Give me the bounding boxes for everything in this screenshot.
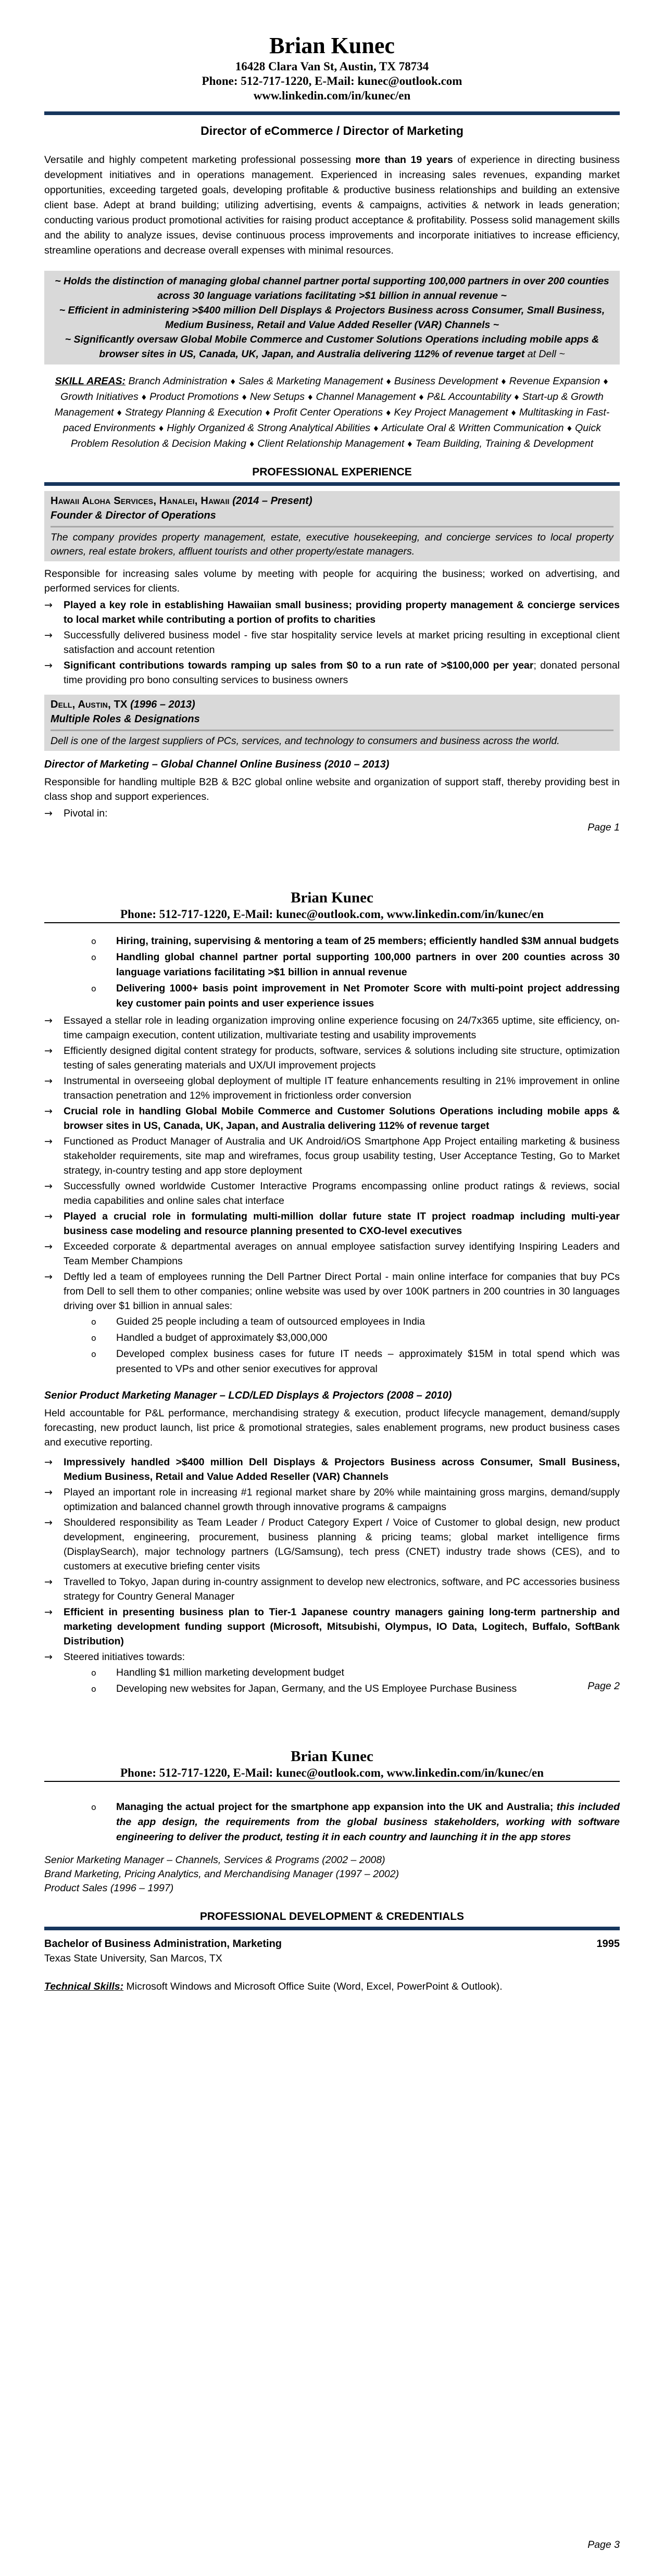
phone-email-line: Phone: 512-717-1220, E-Mail: kunec@outlook.com <box>202 74 462 87</box>
arrow-bullet-icon: → <box>44 1211 53 1222</box>
text-segment: Handled a budget of approximately $3,000,000 <box>116 1332 328 1343</box>
highlight-line <box>49 303 615 332</box>
company-name: Dell, Austin, TX <box>51 699 128 710</box>
bullet-text <box>116 1800 620 1845</box>
arrow-bullet-icon: → <box>44 1045 53 1057</box>
resume-page-2 <box>0 859 664 1717</box>
bullet-text <box>64 1104 620 1133</box>
text-segment: Crucial role in handling Global Mobile Commerce and Customer Solutions Operations including mobile apps & browser sites in US, Canada, UK, Japan, and Australia delivering 112% of revenue target <box>64 1105 620 1132</box>
text-segment: Essayed a stellar role in leading organization improving online experience focusing on 24/7x365 uptime, site efficiency, on-time campaign execution, content utilization, multivariate testing and usability improvements <box>64 1015 620 1041</box>
bullet-item <box>44 598 620 627</box>
degree-row <box>44 1937 620 1951</box>
bullet-item <box>44 1179 620 1208</box>
bullet-item <box>44 1013 620 1042</box>
diamond-separator-icon: ♦ <box>138 394 150 402</box>
page-number: Page 2 <box>587 1680 620 1692</box>
text-segment: Efficient in presenting business plan to Tier-1 Japanese country managers gaining long-term partnership and marketing development funding support (Microsoft, Mitsubishi, Olympus, IO Data, Logitech, Buffalo, SoftBank Distribution) <box>64 1606 620 1647</box>
diamond-separator-icon: ♦ <box>498 378 509 386</box>
arrow-bullet-icon: → <box>44 1015 53 1026</box>
sub-bullet-item <box>91 934 620 949</box>
bullet-text <box>64 806 620 821</box>
sub-bullet-item <box>91 981 620 1011</box>
header-rule <box>44 922 620 923</box>
diamond-separator-icon: ♦ <box>305 394 316 402</box>
text-segment: Deftly led a team of employees running the Dell Partner Direct Portal - main online interface for companies that buy PCs from Dell to sell them to other companies; online website was used by over 100K partners in 200 countries in 30 languages driving over $1 billion in annual sales: <box>64 1271 620 1312</box>
skill-item: Key Project Management <box>394 407 508 418</box>
circle-bullet-icon: o <box>91 1349 96 1359</box>
diamond-separator-icon: ♦ <box>511 394 522 402</box>
skill-item: Growth Initiatives <box>60 391 139 403</box>
highlight-line <box>49 332 615 361</box>
bullet-item <box>44 1455 620 1484</box>
bullet-text <box>64 1515 620 1574</box>
header-rule <box>44 1781 620 1782</box>
earlier-role-titles <box>44 1853 620 1895</box>
diamond-separator-icon: ♦ <box>239 394 250 402</box>
bullet-list-dell-role2 <box>44 1455 620 1697</box>
arrow-bullet-icon: → <box>44 1487 53 1498</box>
bullet-text <box>64 1270 620 1313</box>
skill-item: Product Promotions <box>149 391 239 403</box>
bullet-text <box>64 1605 620 1649</box>
summary-paragraph <box>44 153 620 258</box>
role-intro-paragraph: Responsible for handling multiple B2B & B2C global online website and organization of support staff, thereby providing best in class shop and support experiences. <box>44 776 620 802</box>
bullet-item <box>44 1104 620 1133</box>
role-intro-paragraph: Held accountable for P&L performance, merchandising strategy & execution, product lifecycle management, demand/supply forecasting, new product launch, list price & promotional strategies, sales enablement programs, new product business cases and executive reporting. <box>44 1408 620 1448</box>
role-title-product-sales: Product Sales (1996 – 1997) <box>44 1882 174 1894</box>
skill-areas <box>44 374 620 452</box>
bullet-item <box>44 628 620 657</box>
section-divider-rule <box>44 1927 620 1930</box>
technical-skills-label: Technical Skills: <box>44 1981 124 1992</box>
continued-sub-bullet-list <box>44 1800 620 1845</box>
bullet-item <box>44 1270 620 1313</box>
bullet-item <box>44 1044 620 1073</box>
highlights-box <box>44 271 620 365</box>
sub-bullet-item <box>91 1681 620 1697</box>
section-divider-rule <box>44 482 620 486</box>
diamond-separator-icon: ♦ <box>563 425 575 433</box>
role-title-senior-marketing-manager: Senior Marketing Manager – Channels, Services & Programs (2002 – 2008) <box>44 1854 385 1866</box>
role-title-brand-marketing-manager: Brand Marketing, Pricing Analytics, and Merchandising Manager (1997 – 2002) <box>44 1868 399 1880</box>
skill-item: P&L Accountability <box>427 391 511 403</box>
text-segment: Travelled to Tokyo, Japan during in-country assignment to develop new electronics, software, and PC accessories business strategy for Country General Manager <box>64 1576 620 1602</box>
bullet-text <box>64 1239 620 1268</box>
header-divider-rule <box>44 111 620 115</box>
bullet-text <box>64 1134 620 1178</box>
skill-item: Branch Administration <box>128 375 228 387</box>
section-heading-credentials: PROFESSIONAL DEVELOPMENT & CREDENTIALS <box>199 1911 465 1922</box>
text-segment: more than 19 years <box>355 154 453 166</box>
arrow-bullet-icon: → <box>44 1180 53 1192</box>
resume-page-1 <box>0 0 664 859</box>
diamond-separator-icon: ♦ <box>508 409 519 418</box>
diamond-separator-icon: ♦ <box>600 378 609 386</box>
bullet-item <box>44 658 620 687</box>
skill-item: Profit Center Operations <box>273 407 383 418</box>
job-box-divider <box>51 526 613 527</box>
bullet-item <box>44 1485 620 1514</box>
linkedin-url: www.linkedin.com/in/kunec/en <box>253 89 411 102</box>
text-segment: Exceeded corporate & departmental averages on annual employee satisfaction survey identifying Inspiring Leaders and Team Member Champions <box>64 1241 620 1267</box>
technical-skills-text: Microsoft Windows and Microsoft Office Suite (Word, Excel, PowerPoint & Outlook). <box>123 1981 503 1992</box>
skill-item: Articulate Oral & Written Communication <box>381 422 564 434</box>
bullet-text <box>64 658 620 687</box>
resume-page-3 <box>0 1717 664 2576</box>
degree-title: Bachelor of Business Administration, Marketing <box>44 1938 282 1950</box>
arrow-bullet-icon: → <box>44 1456 53 1468</box>
arrow-bullet-icon: → <box>44 1105 53 1117</box>
candidate-name: Brian Kunec <box>291 889 373 906</box>
address-line: 16428 Clara Van St, Austin, TX 78734 <box>235 60 429 73</box>
bullet-text <box>116 1681 620 1697</box>
diamond-separator-icon: ♦ <box>227 378 239 386</box>
sub-bullet-item <box>91 1347 620 1377</box>
bullet-item <box>44 1239 620 1268</box>
candidate-name: Brian Kunec <box>269 33 395 58</box>
bullet-text <box>64 1044 620 1073</box>
sub-bullet-item <box>91 1665 620 1680</box>
job-header-dell <box>44 695 620 751</box>
role-title-director-marketing: Director of Marketing – Global Channel Online Business (2010 – 2013) <box>44 759 390 770</box>
text-segment: Played an important role in increasing #1 regional market share by 20% while maintaining gross margins, demand/supply optimization and balanced channel growth through innovative programs & campaigns <box>64 1487 620 1513</box>
bullet-text <box>116 1665 620 1680</box>
company-name: Hawaii Aloha Services, Hanalei, Hawaii <box>51 495 230 507</box>
text-segment: Played a crucial role in formulating multi-million dollar future state IT project roadmap including multi-year business case modeling and resource planning presented to CXO-level executives <box>64 1211 620 1237</box>
sub-bullet-item <box>91 950 620 980</box>
circle-bullet-icon: o <box>91 1317 96 1327</box>
skill-areas-label: SKILL AREAS: <box>55 375 126 387</box>
bullet-text <box>116 981 620 1011</box>
job-company-line <box>51 494 613 508</box>
skill-item: Strategy Planning & Execution <box>124 407 262 418</box>
skill-item: Quick Problem Resolution & Decision Making <box>70 422 601 449</box>
diamond-separator-icon: ♦ <box>416 394 427 402</box>
text-segment: Steered initiatives towards: <box>64 1651 185 1663</box>
bullet-text <box>64 1575 620 1604</box>
sub-bullet-item <box>91 1314 620 1329</box>
text-segment: Significant contributions towards ramping up sales from $0 to a run rate of >$100,000 per year <box>64 660 534 671</box>
text-segment: Impressively handled >$400 million Dell Displays & Projectors Business across Consumer, Small Business, Medium Business, Retail and Value Added Reseller (VAR) Channels <box>64 1456 620 1482</box>
arrow-bullet-icon: → <box>44 1271 53 1283</box>
bullet-item <box>44 1074 620 1103</box>
highlight-line <box>49 274 615 303</box>
circle-bullet-icon: o <box>91 952 96 962</box>
text-segment: at Dell ~ <box>527 348 565 360</box>
arrow-bullet-icon: → <box>44 1606 53 1618</box>
arrow-bullet-icon: → <box>44 660 53 671</box>
bullet-list-dell-role1-start <box>44 806 620 821</box>
bullet-text <box>116 1314 620 1329</box>
contact-line: Phone: 512-717-1220, E-Mail: kunec@outlook.com, www.linkedin.com/in/kunec/en <box>120 908 544 921</box>
diamond-separator-icon: ♦ <box>370 425 382 433</box>
job-target-headline: Director of eCommerce / Director of Marketing <box>201 124 463 137</box>
bullet-text <box>116 1330 620 1346</box>
skill-item: Sales & Marketing Management <box>238 375 383 387</box>
contact-line: Phone: 512-717-1220, E-Mail: kunec@outlook.com, www.linkedin.com/in/kunec/en <box>120 1766 544 1779</box>
text-segment: Instrumental in overseeing global deployment of multiple IT feature enhancements resulting in 21% improvement in online transaction penetration and 12% improvement in frictionless order conversion <box>64 1075 620 1101</box>
circle-bullet-icon: o <box>91 1333 96 1343</box>
bullet-text <box>116 1347 620 1377</box>
bullet-text <box>64 1650 620 1664</box>
circle-bullet-icon: o <box>91 1802 96 1812</box>
bullet-item <box>44 1209 620 1238</box>
skill-item: Client Relationship Management <box>257 438 405 449</box>
skill-item: Business Development <box>394 375 498 387</box>
bullet-text <box>64 1209 620 1238</box>
job-header-hawaii-aloha <box>44 491 620 561</box>
diamond-separator-icon: ♦ <box>383 409 394 418</box>
bullet-text <box>64 1455 620 1484</box>
diamond-separator-icon: ♦ <box>404 441 416 449</box>
bullet-item <box>44 1605 620 1649</box>
text-segment: ; donated personal time providing pro bono consulting services to business owners <box>64 660 620 686</box>
skill-item: New Setups <box>249 391 305 403</box>
text-segment: Handling global channel partner portal supporting 100,000 partners in over 200 counties across 30 language variations facilitating >$1 billion in annual revenue <box>116 951 620 978</box>
job-title: Founder & Director of Operations <box>51 510 216 521</box>
diamond-separator-icon: ♦ <box>246 441 258 449</box>
bullet-item <box>44 1575 620 1604</box>
text-segment: ~ Significantly oversaw Global Mobile Commerce and Customer Solutions Operations including mobile apps & browser sites in US, Canada, UK, Japan, and Australia delivering 112% of revenue target <box>65 334 599 360</box>
bullet-list-hawaii <box>44 598 620 687</box>
text-segment: Pivotal in: <box>64 808 108 819</box>
text-segment: Functioned as Product Manager of Australia and UK Android/iOS Smartphone App Project entailing marketing & business stakeholder requirements, site map and wireframes, focus group usability testing, User Acceptance Testing, Go to Market strategy, in-country testing and app store deployment <box>64 1136 620 1176</box>
candidate-name: Brian Kunec <box>291 1748 373 1765</box>
degree-year: 1995 <box>596 1938 620 1950</box>
circle-bullet-icon: o <box>91 984 96 994</box>
bullet-text <box>64 628 620 657</box>
skill-item: Team Building, Training & Development <box>415 438 594 449</box>
school-name: Texas State University, San Marcos, TX <box>44 1953 222 1964</box>
text-segment: Guided 25 people including a team of outsourced employees in India <box>116 1316 425 1327</box>
text-segment: Played a key role in establishing Hawaiian small business; providing property management & concierge services to local market while contributing a portion of profits to charities <box>64 599 620 625</box>
bullet-item <box>44 1515 620 1574</box>
page-number: Page 3 <box>587 2539 620 2550</box>
technical-skills-line <box>44 1979 620 1994</box>
bullet-item <box>44 1134 620 1178</box>
job-box-divider <box>51 730 613 731</box>
diamond-separator-icon: ♦ <box>155 425 167 433</box>
job-company-line <box>51 697 613 712</box>
employment-dates: (2014 – Present) <box>232 495 312 507</box>
arrow-bullet-icon: → <box>44 1517 53 1528</box>
text-segment: Handling $1 million marketing development budget <box>116 1667 344 1678</box>
bullet-list-dell-role1 <box>44 1013 620 1377</box>
skill-item: Highly Organized & Strong Analytical Abilities <box>167 422 371 434</box>
text-segment: ~ Efficient in administering >$400 million Dell Displays & Projectors Business across Consumer, Small Business, Medium Business, Retail and Value Added Reseller (VAR) Channels ~ <box>59 305 605 331</box>
pivotal-sub-bullet-list <box>44 934 620 1011</box>
bullet-item <box>44 806 620 821</box>
skill-item: Start-up & Growth Management <box>54 391 604 418</box>
section-heading-experience: PROFESSIONAL EXPERIENCE <box>252 466 412 478</box>
arrow-bullet-icon: → <box>44 1241 53 1252</box>
arrow-bullet-icon: → <box>44 808 53 819</box>
diamond-separator-icon: ♦ <box>383 378 394 386</box>
arrow-bullet-icon: → <box>44 1136 53 1147</box>
job-title: Multiple Roles & Designations <box>51 713 200 725</box>
bullet-text <box>116 950 620 980</box>
text-segment: Hiring, training, supervising & mentoring a team of 25 members; efficiently handled $3M annual budgets <box>116 935 619 947</box>
circle-bullet-icon: o <box>91 936 96 946</box>
bullet-text <box>64 1013 620 1042</box>
text-segment: Shouldered responsibility as Team Leader / Product Category Expert / Voice of Customer to global design, new product development, engineering, procurement, business planning & pricing teams; global market intelligence firms (DisplaySearch), major technology partners (LG/Samsung), tech press (CNET) industry trade shows (CES), and to customers at executive briefing center visits <box>64 1517 620 1572</box>
skill-item: Channel Management <box>316 391 416 403</box>
text-segment: ~ Holds the distinction of managing global channel partner portal supporting 100,000 partners in over 200 counties across 30 language variations facilitating >$1 billion in annual revenue ~ <box>55 275 609 301</box>
diamond-separator-icon: ♦ <box>262 409 273 418</box>
arrow-bullet-icon: → <box>44 1576 53 1588</box>
sub-bullet-item <box>91 1330 620 1346</box>
text-segment: this included the app design, the requirements from the global business stakeholders, working with software engineering to deliver the product, testing it in each country and launching it in the app stores <box>116 1801 620 1843</box>
text-segment: Delivering 1000+ basis point improvement in Net Promoter Score with multi-point project addressing key customer pain points and user experience issues <box>116 983 620 1009</box>
page-number: Page 1 <box>587 822 620 833</box>
text-segment: of experience in directing business development initiatives and in operations management. Experienced in increasing sales revenues, expanding market opportunities, exceeding targeted goals, developing profitable & productive business relationships and building an extensive client base. Adept at brand building; utilizing advertising, events & campaigns, activities & network in leads generation; conducting various product promotional activities for raising product acceptance & profitability. Possess solid management skills and the ability to analyze issues, devise continuous process improvements and incorporate initiatives to increase efficiency, streamline operations and decrease overall expenses with minimal resources. <box>44 154 620 256</box>
bullet-item <box>44 1650 620 1664</box>
employment-dates: (1996 – 2013) <box>130 699 195 710</box>
text-segment: Efficiently designed digital content strategy for products, software, services & solutions including site structure, optimization testing of sales generating materials and UX/UI improvement projects <box>64 1045 620 1071</box>
circle-bullet-icon: o <box>91 1684 96 1694</box>
company-description: The company provides property management, estate, executive housekeeping, and concierge services to local property owners, real estate brokers, affluent tourists and other property/estate managers. <box>51 532 613 557</box>
bullet-text <box>64 1179 620 1208</box>
diamond-separator-icon: ♦ <box>114 409 125 418</box>
text-segment: Versatile and highly competent marketing professional possessing <box>44 154 356 166</box>
bullet-text <box>64 1074 620 1103</box>
company-description: Dell is one of the largest suppliers of PCs, services, and technology to consumers and business across the world. <box>51 735 560 747</box>
skill-item: Multitasking in Fast-paced Environments <box>63 407 610 434</box>
text-segment: Managing the actual project for the smartphone app expansion into the UK and Australia; <box>116 1801 557 1813</box>
arrow-bullet-icon: → <box>44 630 53 641</box>
text-segment: Developing new websites for Japan, Germany, and the US Employee Purchase Business <box>116 1683 517 1694</box>
role-intro-paragraph: Responsible for increasing sales volume by meeting with people for acquiring the business; worked on advertising, and performed services for clients. <box>44 568 620 594</box>
skill-item: Revenue Expansion <box>509 375 600 387</box>
circle-bullet-icon: o <box>91 1668 96 1678</box>
arrow-bullet-icon: → <box>44 1075 53 1087</box>
bullet-text <box>64 1485 620 1514</box>
bullet-text <box>116 934 620 949</box>
text-segment: Successfully owned worldwide Customer Interactive Programs encompassing online product ratings & reviews, social media capabilities and online sales chat interface <box>64 1180 620 1207</box>
text-segment: Successfully delivered business model - five star hospitality service levels at market pricing resulting in exceptional client satisfaction and account retention <box>64 630 620 656</box>
sub-bullet-item <box>91 1800 620 1845</box>
arrow-bullet-icon: → <box>44 1651 53 1663</box>
role-title-senior-product-marketing: Senior Product Marketing Manager – LCD/LED Displays & Projectors (2008 – 2010) <box>44 1390 452 1401</box>
text-segment: Developed complex business cases for future IT needs – approximately $15M in total spend which was presented to VPs and other senior executives for approval <box>116 1348 620 1375</box>
bullet-text <box>64 598 620 627</box>
arrow-bullet-icon: → <box>44 599 53 611</box>
